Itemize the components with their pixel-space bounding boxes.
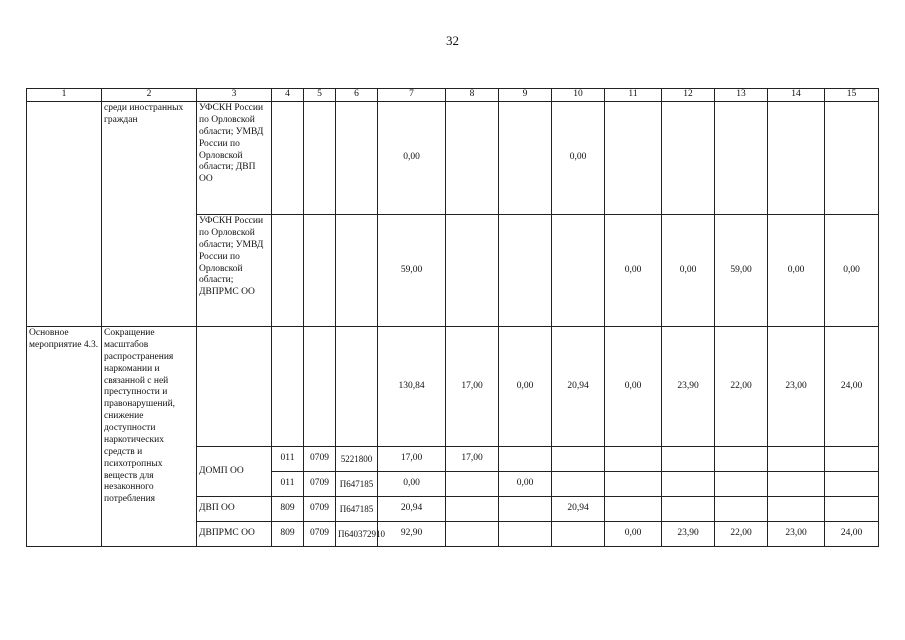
executor-cell: УФСКН России по Орловской области; УМВД России по Орловской области; ДВП ОО (197, 102, 272, 215)
table-cell (662, 472, 715, 497)
table-cell (662, 447, 715, 472)
table-cell (662, 497, 715, 522)
header-cell: 7 (378, 89, 446, 102)
amount-cell: 23,90 (662, 327, 715, 447)
header-cell: 5 (304, 89, 336, 102)
activity-description: Сокращение масштабов распространения наркомании и связанной с ней преступности и правонарушений, снижение доступности наркотических средств и психотропных веществ для незаконного потребления (102, 327, 197, 547)
executor-cell: УФСКН России по Орловской области; УМВД России по Орловской области; ДВПРМС ОО (197, 215, 272, 327)
amount-cell: 0,00 (605, 522, 662, 547)
table-cell (605, 472, 662, 497)
code-cell: 0709 (304, 497, 336, 522)
table-cell (552, 447, 605, 472)
table-cell (715, 472, 768, 497)
header-cell: 2 (102, 89, 197, 102)
table-cell (825, 102, 879, 215)
amount-cell: 20,94 (378, 497, 446, 522)
table-cell (272, 215, 304, 327)
amount-cell: 0,00 (605, 327, 662, 447)
header-cell: 11 (605, 89, 662, 102)
header-cell: 10 (552, 89, 605, 102)
amount-cell: 20,94 (552, 327, 605, 447)
table-cell (768, 497, 825, 522)
amount-cell: 0,00 (825, 215, 879, 327)
executor-cell: ДВП ОО (197, 497, 272, 522)
amount-cell: 0,00 (662, 215, 715, 327)
header-cell: 12 (662, 89, 715, 102)
table-cell (552, 522, 605, 547)
amount-cell: 24,00 (825, 327, 879, 447)
table-cell (825, 447, 879, 472)
table-cell (499, 102, 552, 215)
code-cell: П640372910 (336, 522, 378, 547)
code-cell: 809 (272, 497, 304, 522)
header-cell: 1 (27, 89, 102, 102)
code-cell: 809 (272, 522, 304, 547)
table-cell (446, 522, 499, 547)
table-row (27, 327, 879, 447)
table-cell (768, 102, 825, 215)
amount-cell: 0,00 (499, 327, 552, 447)
table-cell (304, 215, 336, 327)
header-row (27, 89, 879, 102)
budget-table (26, 88, 879, 547)
table-cell (552, 215, 605, 327)
amount-cell: 59,00 (378, 215, 446, 327)
table-cell (768, 447, 825, 472)
code-cell: П647185 (336, 472, 378, 497)
code-cell: П647185 (336, 497, 378, 522)
table-cell (825, 497, 879, 522)
amount-cell: 22,00 (715, 522, 768, 547)
table-cell (272, 102, 304, 215)
table-cell (605, 497, 662, 522)
code-cell: 0709 (304, 472, 336, 497)
table-cell (446, 497, 499, 522)
table-cell (552, 472, 605, 497)
table-cell (446, 102, 499, 215)
table-cell (499, 497, 552, 522)
amount-cell: 17,00 (446, 447, 499, 472)
code-cell: 011 (272, 472, 304, 497)
table-cell (715, 497, 768, 522)
table-cell (499, 447, 552, 472)
executor-cell: ДВПРМС ОО (197, 522, 272, 547)
table-cell (27, 102, 102, 327)
amount-cell: 0,00 (378, 472, 446, 497)
amount-cell: 0,00 (768, 215, 825, 327)
header-cell: 14 (768, 89, 825, 102)
table-cell (499, 522, 552, 547)
amount-cell: 0,00 (605, 215, 662, 327)
header-cell: 6 (336, 89, 378, 102)
header-cell: 15 (825, 89, 879, 102)
header-cell: 9 (499, 89, 552, 102)
page-number: 32 (446, 33, 459, 48)
amount-cell: 23,00 (768, 522, 825, 547)
table-cell (336, 327, 378, 447)
table-row (27, 102, 879, 215)
amount-cell: 22,00 (715, 327, 768, 447)
table-cell (272, 327, 304, 447)
executor-cell: ДОМП ОО (197, 447, 272, 497)
table-cell (499, 215, 552, 327)
table-cell (768, 472, 825, 497)
amount-cell: 0,00 (552, 102, 605, 215)
table-cell (304, 327, 336, 447)
amount-cell: 0,00 (378, 102, 446, 215)
table-cell (304, 102, 336, 215)
header-cell: 8 (446, 89, 499, 102)
table-cell (446, 215, 499, 327)
activity-number: Основное мероприятие 4.3. (27, 327, 102, 547)
table-cell (825, 472, 879, 497)
table-cell (605, 102, 662, 215)
code-cell: 5221800 (336, 447, 378, 472)
table-cell (336, 102, 378, 215)
code-cell: 011 (272, 447, 304, 472)
amount-cell: 92,90 (378, 522, 446, 547)
amount-cell: 20,94 (552, 497, 605, 522)
amount-cell: 23,00 (768, 327, 825, 447)
header-cell: 3 (197, 89, 272, 102)
amount-cell: 17,00 (378, 447, 446, 472)
amount-cell: 24,00 (825, 522, 879, 547)
amount-cell: 59,00 (715, 215, 768, 327)
header-cell: 4 (272, 89, 304, 102)
table-cell (662, 102, 715, 215)
code-cell: 0709 (304, 447, 336, 472)
table-cell (446, 472, 499, 497)
code-cell: 0709 (304, 522, 336, 547)
amount-cell: 23,90 (662, 522, 715, 547)
amount-cell: 0,00 (499, 472, 552, 497)
amount-cell: 130,84 (378, 327, 446, 447)
activity-description: среди иностранных граждан (102, 102, 197, 327)
header-cell: 13 (715, 89, 768, 102)
amount-cell: 17,00 (446, 327, 499, 447)
table-cell (715, 447, 768, 472)
table-cell (197, 327, 272, 447)
table-cell (605, 447, 662, 472)
table-cell (336, 215, 378, 327)
table-cell (715, 102, 768, 215)
